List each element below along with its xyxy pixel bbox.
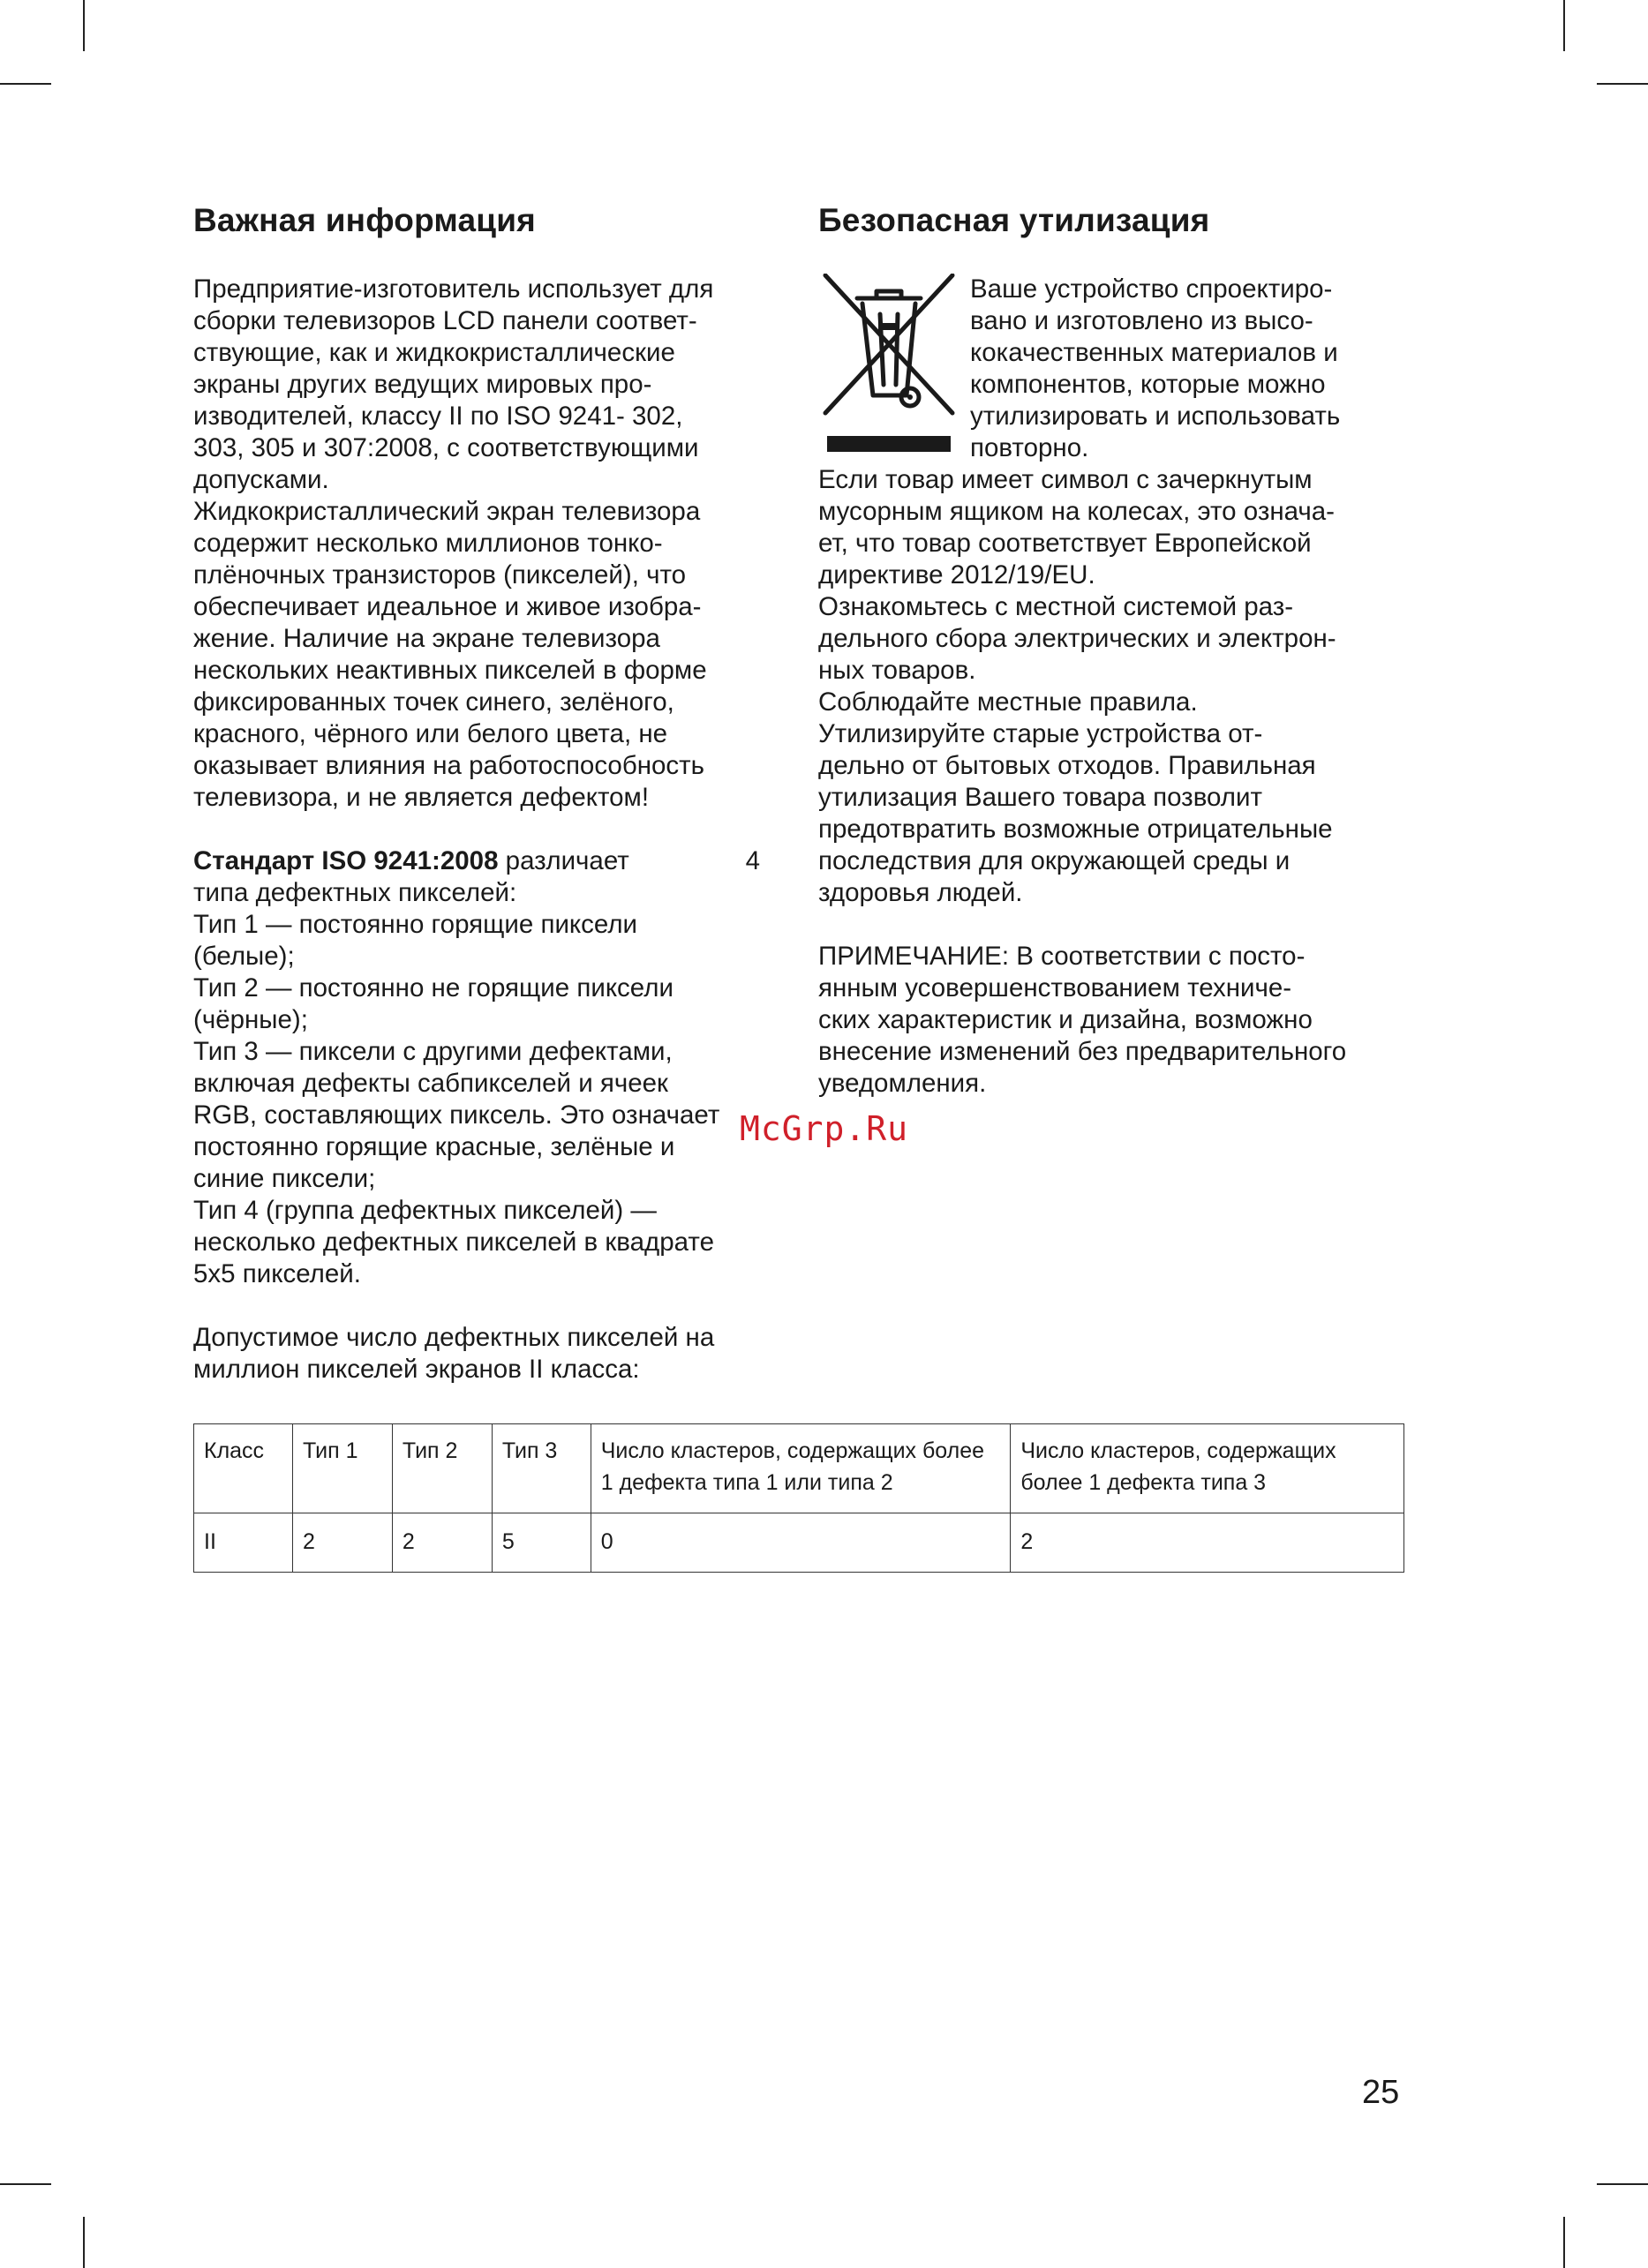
text-line: содержит несколько миллионов тонко- bbox=[193, 529, 663, 558]
text-line: предотвратить возможные отрицательные bbox=[818, 815, 1333, 844]
crossed-out-wheelie-bin-icon bbox=[818, 274, 959, 459]
text-line: Соблюдайте местные правила. bbox=[818, 687, 1198, 717]
allowed-defects-text bbox=[193, 1322, 776, 1386]
text-line: Тип 3 — пиксели с другими дефектами, bbox=[193, 1037, 673, 1066]
text-line: плёночных транзисторов (пикселей), что bbox=[193, 560, 687, 590]
text-line: уведомления. bbox=[818, 1069, 987, 1098]
disposal-body bbox=[818, 464, 1405, 909]
standard-line bbox=[193, 845, 776, 877]
section-title-important: Важная информация bbox=[193, 202, 536, 238]
text-line: включая дефекты сабпикселей и ячеек bbox=[193, 1069, 668, 1098]
watermark: McGrp.Ru bbox=[740, 1109, 909, 1148]
text-line: постоянно горящие красные, зелёные и bbox=[193, 1132, 675, 1161]
text-line: ет, что товар соответствует Европейской bbox=[818, 529, 1312, 558]
safe-disposal-section bbox=[818, 194, 1405, 1100]
disposal-intro bbox=[818, 274, 1405, 464]
crop-mark bbox=[1563, 0, 1565, 51]
page-number: 25 bbox=[1362, 2074, 1400, 2111]
text-line: утилизация Вашего товара позволит bbox=[818, 783, 1262, 812]
table-cell: II bbox=[194, 1513, 293, 1573]
text-line: фиксированных точек синего, зелёного, bbox=[193, 687, 674, 717]
text-line: утилизировать и использовать bbox=[970, 402, 1341, 431]
crop-mark bbox=[1597, 83, 1648, 85]
text-line: сборки телевизоров LCD панели соответ- bbox=[193, 306, 697, 335]
text-line: дельного сбора электрических и электрон- bbox=[818, 624, 1336, 653]
crop-mark bbox=[0, 2183, 51, 2185]
text-line: Ваше устройство спроектиро- bbox=[970, 274, 1333, 304]
intro-text bbox=[193, 274, 776, 814]
text-line: ских характеристик и дизайна, возможно bbox=[818, 1005, 1313, 1034]
text-line: мусорным ящиком на колесах, это означа- bbox=[818, 497, 1335, 526]
text-line: синие пиксели; bbox=[193, 1164, 376, 1193]
text-line: последствия для окружающей среды и bbox=[818, 846, 1291, 875]
text-line: 303, 305 и 307:2008, с соответствующими bbox=[193, 433, 699, 462]
crop-mark bbox=[83, 0, 85, 51]
text-line: нескольких неактивных пикселей в форме bbox=[193, 656, 707, 685]
text-line: RGB, составляющих пиксель. Это означает bbox=[193, 1100, 720, 1130]
text-line: кокачественных материалов и bbox=[970, 338, 1338, 367]
text-line: 5х5 пикселей. bbox=[193, 1259, 361, 1288]
text-line: компонентов, которые можно bbox=[970, 370, 1326, 399]
table-header-row bbox=[194, 1424, 1404, 1513]
text-line: обеспечивает идеальное и живое изобра- bbox=[193, 592, 702, 621]
text-line: жение. Наличие на экране телевизора bbox=[193, 624, 660, 653]
text-line: директиве 2012/19/EU. bbox=[818, 560, 1095, 590]
table-header-cell: Число кластеров, содержащих более 1 дефекта типа 1 или типа 2 bbox=[591, 1424, 1011, 1513]
text-line: Тип 1 — постоянно горящие пиксели bbox=[193, 910, 638, 939]
table-header-cell: Число кластеров, содержащих более 1 дефекта типа 3 bbox=[1011, 1424, 1404, 1513]
text-line: здоровья людей. bbox=[818, 878, 1023, 907]
table-header-cell: Тип 1 bbox=[292, 1424, 392, 1513]
text-line: красного, чёрного или белого цвета, не bbox=[193, 719, 668, 748]
defect-pixel-table bbox=[193, 1423, 1404, 1573]
text-line: вано и изготовлено из высо- bbox=[970, 306, 1313, 335]
text-line: типа дефектных пикселей: bbox=[193, 878, 517, 907]
crop-mark bbox=[1597, 2183, 1648, 2185]
table-cell: 2 bbox=[392, 1513, 492, 1573]
text-line: Тип 4 (группа дефектных пикселей) — bbox=[193, 1196, 657, 1225]
text-line: (белые); bbox=[193, 942, 295, 971]
text-line: Ознакомьтесь с местной системой раз- bbox=[818, 592, 1294, 621]
standard-rest: различает bbox=[498, 846, 629, 875]
text-line: Тип 2 — постоянно не горящие пиксели bbox=[193, 973, 673, 1003]
text-line: ствующие, как и жидкокристаллические bbox=[193, 338, 675, 367]
important-info-section bbox=[193, 194, 776, 1386]
text-line: несколько дефектных пикселей в квадрате bbox=[193, 1228, 714, 1257]
standard-name: Стандарт ISO 9241:2008 bbox=[193, 846, 499, 875]
note-text bbox=[818, 941, 1405, 1100]
table-cell: 0 bbox=[591, 1513, 1011, 1573]
table-row bbox=[194, 1513, 1404, 1573]
defect-types-text bbox=[193, 845, 776, 1290]
text-line: изводителей, классу II по ISO 9241- 302, bbox=[193, 402, 683, 431]
text-line: допусками. bbox=[193, 465, 329, 494]
crop-mark bbox=[1563, 2217, 1565, 2268]
table-header-cell: Тип 3 bbox=[492, 1424, 591, 1513]
text-line: Допустимое число дефектных пикселей на bbox=[193, 1323, 715, 1352]
table-cell: 5 bbox=[492, 1513, 591, 1573]
text-line: дельно от бытовых отходов. Правильная bbox=[818, 751, 1316, 780]
table-header-cell: Класс bbox=[194, 1424, 293, 1513]
table-cell: 2 bbox=[292, 1513, 392, 1573]
section-title-disposal: Безопасная утилизация bbox=[818, 202, 1210, 238]
text-line: янным усовершенствованием техниче- bbox=[818, 973, 1292, 1003]
standard-number: 4 bbox=[745, 846, 760, 875]
text-line: Если товар имеет символ с зачеркнутым bbox=[818, 465, 1313, 494]
crop-mark bbox=[83, 2217, 85, 2268]
text-line: оказывает влияния на работоспособность bbox=[193, 751, 705, 780]
crop-mark bbox=[0, 83, 51, 85]
table-cell: 2 bbox=[1011, 1513, 1404, 1573]
text-line: ных товаров. bbox=[818, 656, 976, 685]
table-header-cell: Тип 2 bbox=[392, 1424, 492, 1513]
text-line: Жидкокристаллический экран телевизора bbox=[193, 497, 701, 526]
text-line: внесение изменений без предварительного bbox=[818, 1037, 1347, 1066]
text-line: ПРИМЕЧАНИЕ: В соответствии с посто- bbox=[818, 942, 1306, 971]
text-line: повторно. bbox=[970, 433, 1089, 462]
text-line: экраны других ведущих мировых про- bbox=[193, 370, 652, 399]
text-line: миллион пикселей экранов II класса: bbox=[193, 1355, 640, 1384]
text-line: Утилизируйте старые устройства от- bbox=[818, 719, 1263, 748]
text-line: Предприятие-изготовитель использует для bbox=[193, 274, 714, 304]
text-line: (чёрные); bbox=[193, 1005, 308, 1034]
text-line: телевизора, и не является дефектом! bbox=[193, 783, 650, 812]
